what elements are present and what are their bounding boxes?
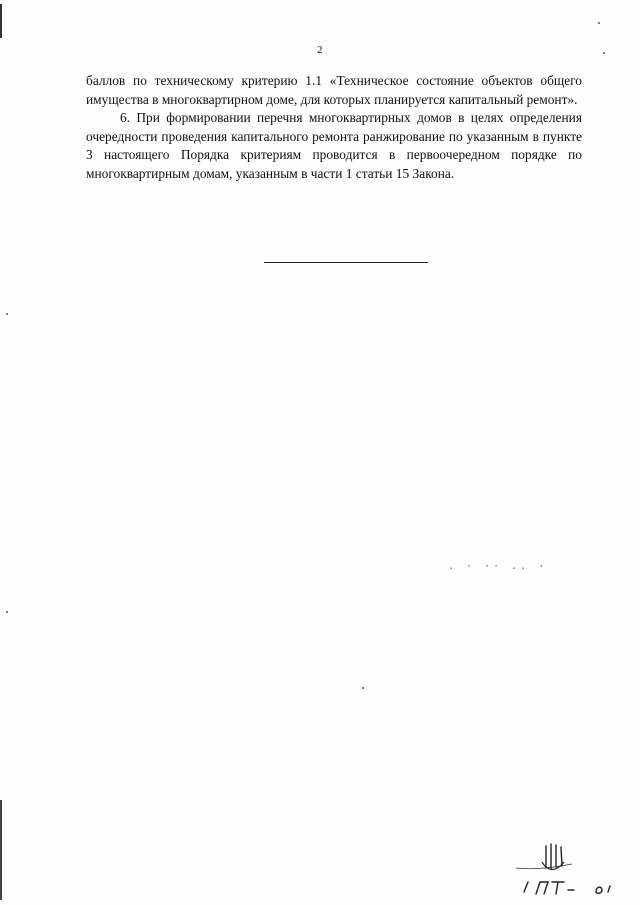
signature-icon (512, 836, 622, 902)
scan-speck (6, 611, 8, 613)
handwritten-signature (512, 836, 622, 902)
scan-edge-mark-bottom (0, 800, 2, 900)
scan-speck (362, 687, 364, 689)
end-of-text-divider (264, 262, 428, 263)
scan-speckle-row: . · ·· .. · (448, 561, 548, 572)
paragraph-continuation: баллов по техническому критерию 1.1 «Техническое состояние объектов общего имущества в многоквартирном доме, для которых планируется капитальный ремонт». (86, 73, 582, 107)
document-body (86, 72, 582, 184)
scan-speck (598, 22, 600, 24)
scan-speck (6, 313, 8, 315)
scan-edge-mark-top (0, 4, 2, 38)
page-number: 2 (317, 44, 323, 56)
paragraph-item-6: 6. При формировании перечня многоквартирных домов в целях определения очередности проведения капитального ремонта ранжирование по указанным в пункте 3 настоящего Порядка критериям проводится в первоочередном порядке по многоквартирным домам, указанным в части 1 статьи 15 Закона. (86, 110, 582, 181)
